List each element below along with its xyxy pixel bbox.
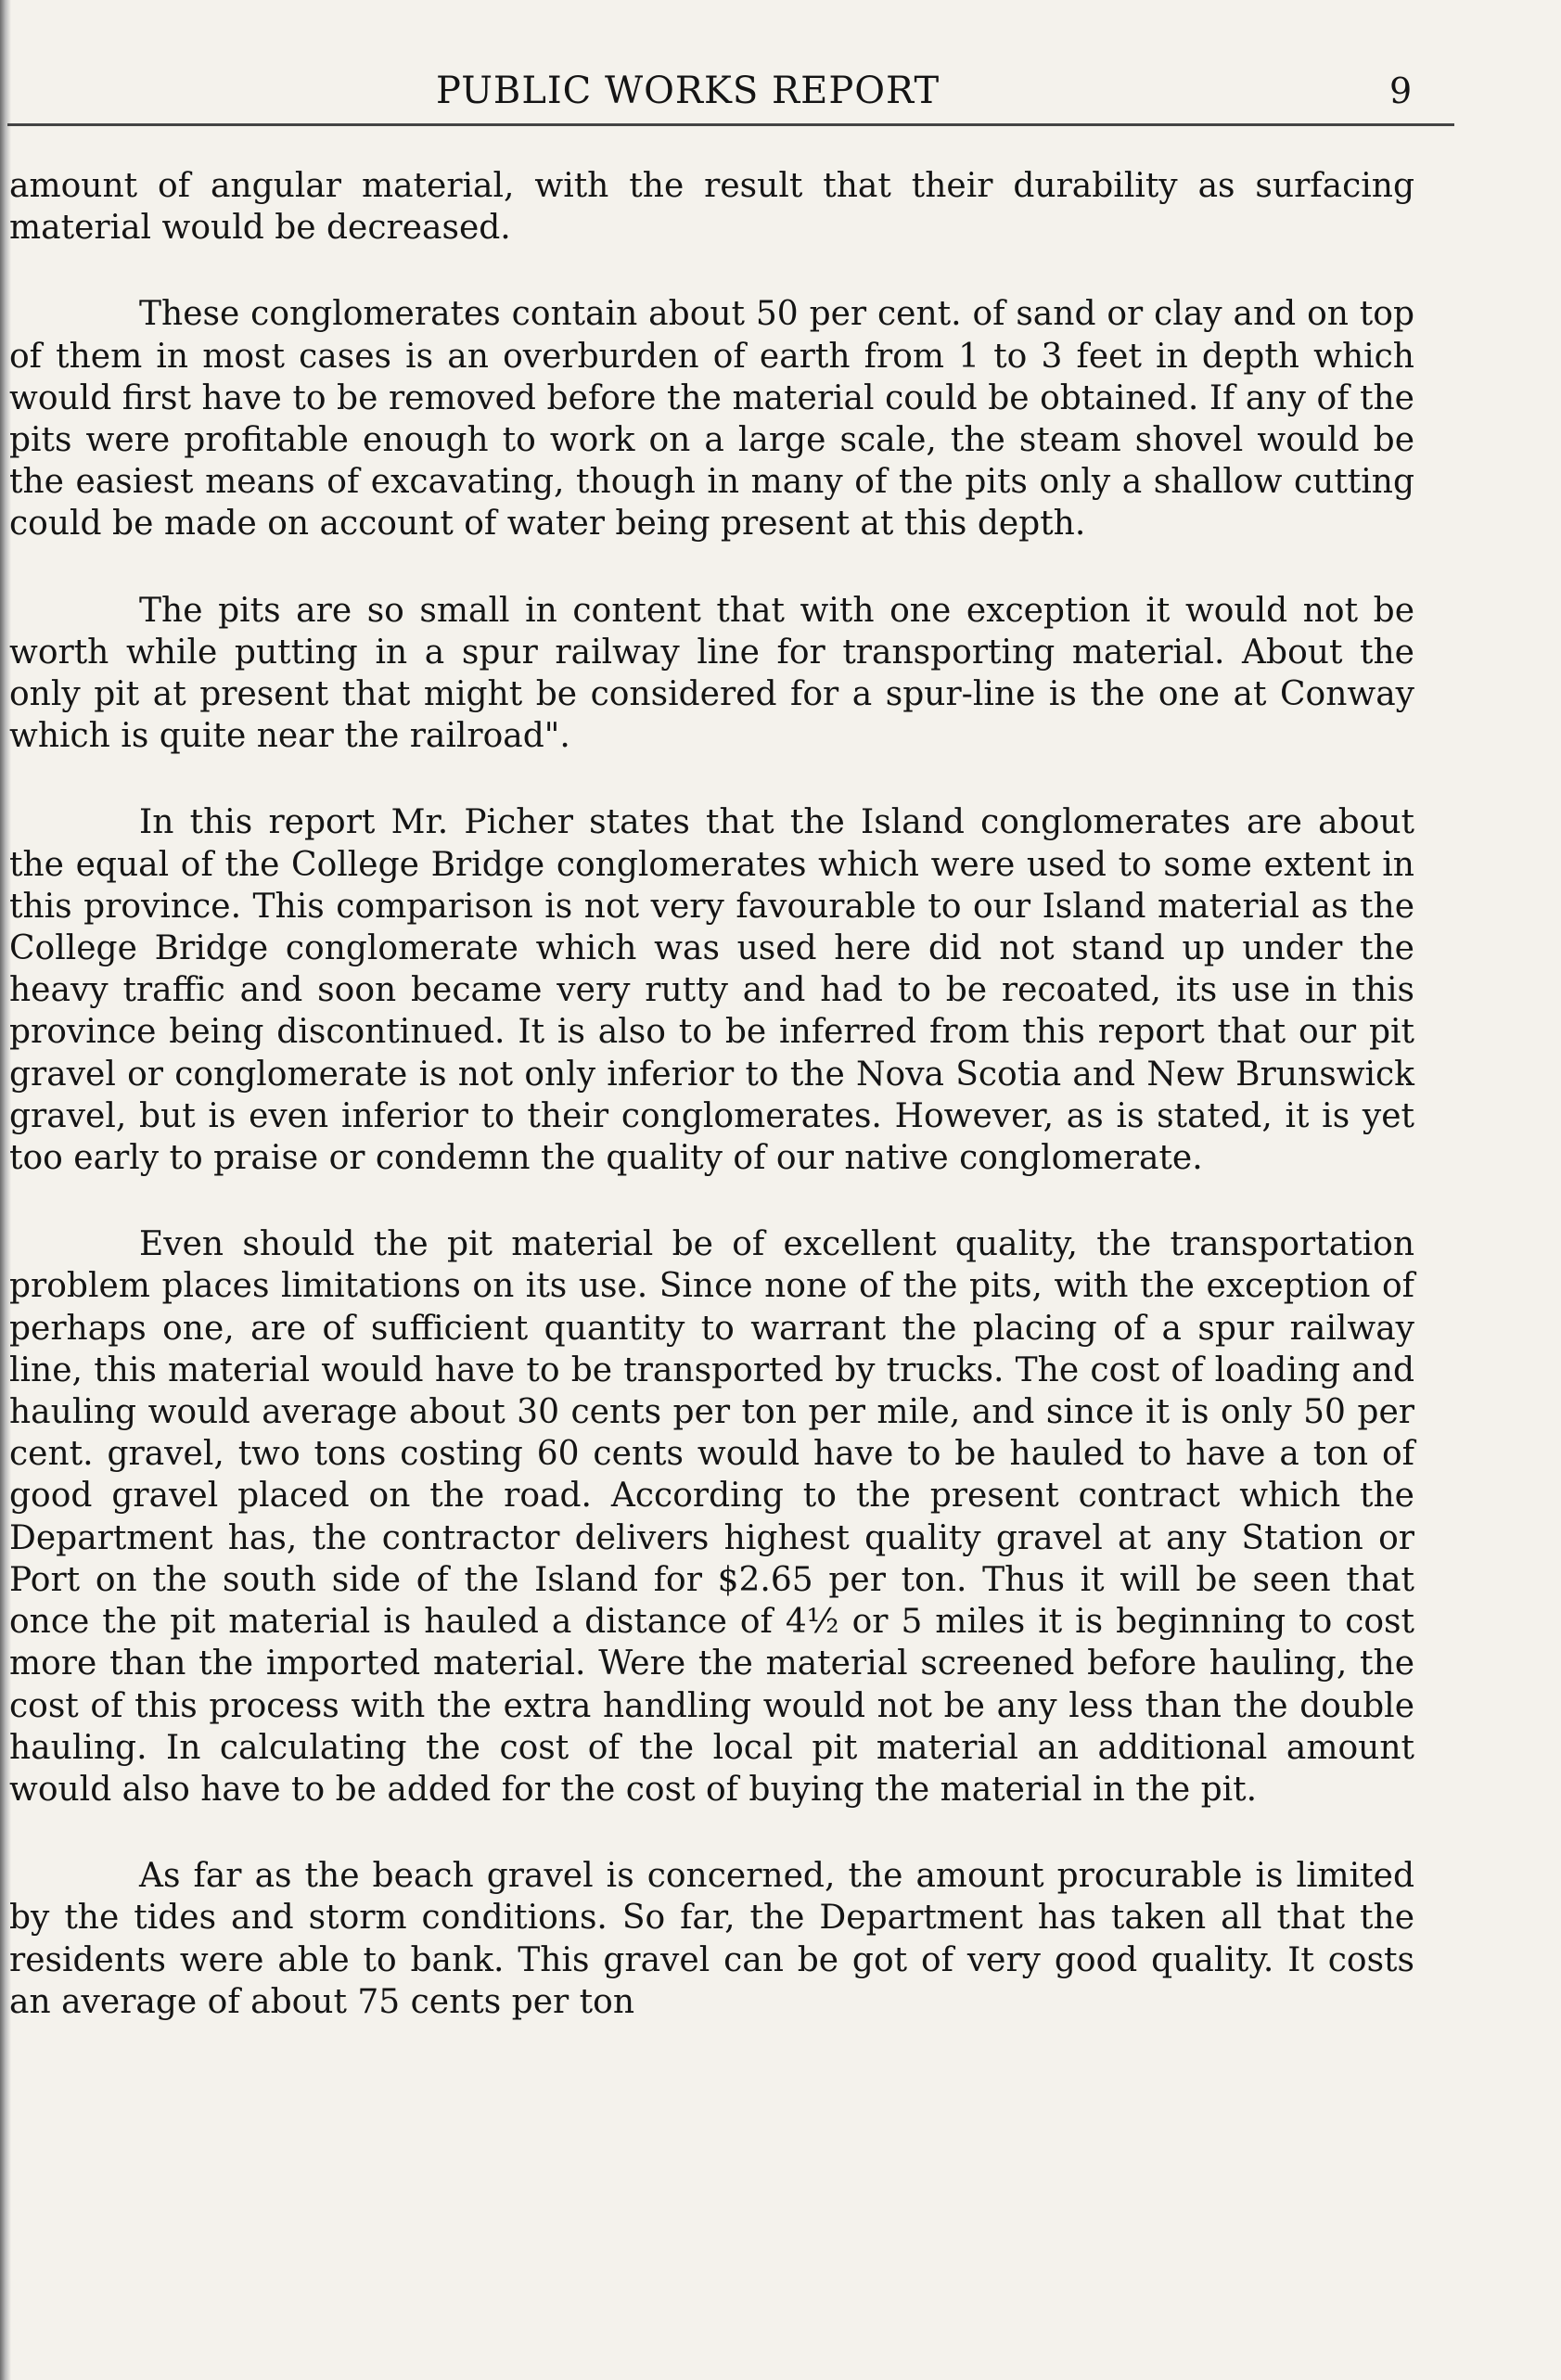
paragraph-conglomerates: These conglomerates contain about 50 per cent. of sand or clay and on top of them in most cases is an overburden of earth from 1 to 3 feet in depth which would first have to be removed before the material could be obtained. If any of the pits were profitable enough to work on a large scale, the steam shovel would be the easiest means of excavating, though in many of the pits only a shallow cutting could be made on account of water being present at this depth.: [9, 295, 1414, 544]
page-number: 9: [1389, 70, 1413, 111]
paragraph-picher-report: In this report Mr. Picher states that the Island conglomerates are about the equal of the College Bridge conglomerates which were used to some extent in this province. This comparison is not very favourable to our Island material as the College Bridge conglomerate which was used here did not stand up under the heavy traffic and soon became very rutty and had to be recoated, its use in this province being discontinued. It is also to be inferred from this report that our pit gravel or conglomerate is not only inferior to the Nova Scotia and New Brunswick gravel, but is even inferior to their conglomerates. However, as is stated, it is yet too early to praise or condemn the quality of our native conglomerate.: [9, 803, 1414, 1178]
paragraph-beach-gravel: As far as the beach gravel is concerned, the amount procurable is limited by the tides and storm conditions. So far, the Department has taken all that the residents were able to bank. This gravel can be got of very good quality. It costs an average of about 75 cents per ton: [9, 1857, 1414, 2021]
paragraph-pits: The pits are so small in content that with one exception it would not be worth while putting in a spur railway line for transporting material. About the only pit at present that might be considered for a spur-line is the one at Conway which is quite near the railroad".: [9, 591, 1414, 756]
running-title: PUBLIC WORKS REPORT: [436, 70, 940, 112]
paragraph-continued: amount of angular material, with the result that their durability as surfacing material would be decreased.: [9, 167, 1414, 248]
paragraph-transportation: Even should the pit material be of excellent quality, the transportation problem places limitations on its use. Since none of the pits, with the exception of perhaps one, are of sufficient quantity to warrant the placing of a spur railway line, this material would have to be transported by trucks. The cost of loading and hauling would average about 30 cents per ton per mile, and since it is only 50 per cent. gravel, two tons costing 60 cents would have to be hauled to have a ton of good gravel placed on the road. According to the present contract which the Department has, the contractor delivers highest quality gravel at any Station or Port on the south side of the Island for $2.65 per ton. Thus it will be seen that once the pit material is hauled a distance of 4½ or 5 miles it is beginning to cost more than the imported material. Were the material screened before hauling, the cost of this process with the extra handling would not be any less than the double hauling. In calculating the cost of the local pit material an additional amount would also have to be added for the cost of buying the material in the pit.: [9, 1225, 1414, 1809]
body-text: [9, 165, 1414, 2023]
page-header: [0, 63, 1561, 119]
header-rule: [7, 123, 1454, 126]
